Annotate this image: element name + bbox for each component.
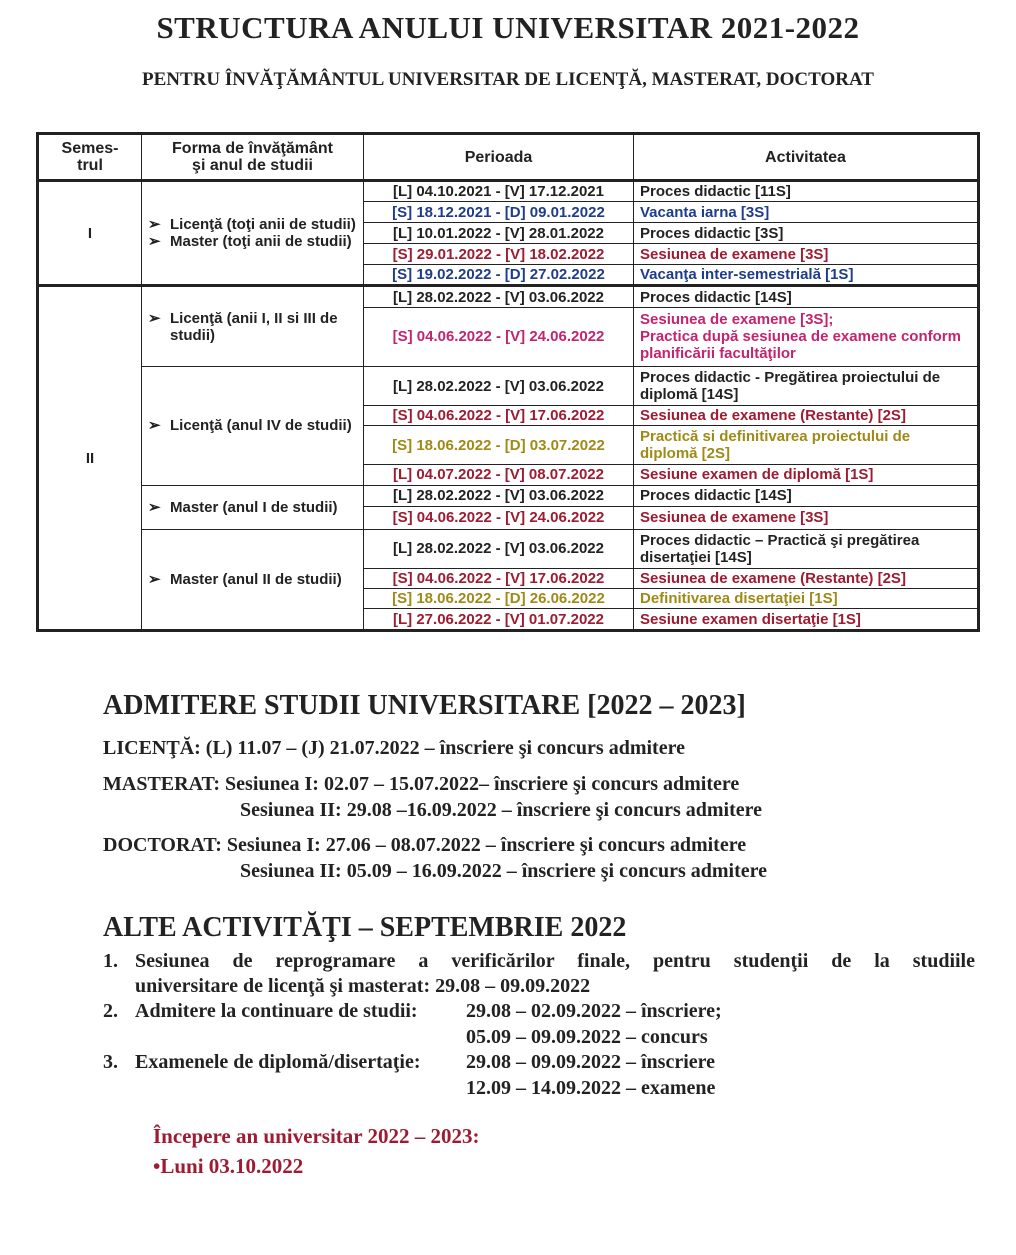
form-item [148, 310, 357, 344]
header-perioada: Perioada [364, 134, 634, 181]
page-subtitle: PENTRU ÎNVĂŢĂMÂNTUL UNIVERSITAR DE LICENŢĂ, MASTERAT, DOCTORAT [142, 69, 874, 90]
start-heading: Începere an universitar 2022 – 2023: [153, 1124, 480, 1148]
form-item-label: Licenţă (anul IV de studii) [170, 417, 352, 435]
period-cell: [S] 18.12.2021 - [D] 09.01.2022 [364, 202, 634, 222]
table-row [38, 485, 979, 506]
activity-cell: Definitivarea disertaţiei [1S] [634, 589, 979, 609]
form-item-label: Master (anul I de studii) [170, 498, 338, 516]
period-cell: [L] 28.02.2022 - [V] 03.06.2022 [364, 529, 634, 568]
alte-item-3-d1: 29.08 – 09.09.2022 – înscriere [466, 1051, 716, 1073]
form-item-label: Master (toţi anii de studii) [170, 233, 352, 251]
alte-item-1-line1: Sesiunea de reprogramare a verificărilor finale, pentru studenţii de la studiile [135, 950, 975, 972]
alte-item-3-d2: 12.09 – 14.09.2022 – examene [466, 1077, 716, 1099]
arrow-bullet-icon: ➢ [148, 309, 161, 327]
arrow-bullet-icon: ➢ [148, 216, 161, 234]
table-row [38, 367, 979, 406]
admitere-licenta: LICENŢĂ: (L) 11.07 – (J) 21.07.2022 – înscriere şi concurs admitere [103, 737, 685, 759]
alte-item-1-line2: universitare de licenţă şi masterat: 29.08 – 09.09.2022 [135, 975, 591, 997]
form-item [148, 216, 357, 233]
activity-cell: Sesiunea de examene (Restante) [2S] [634, 405, 979, 425]
activity-cell: Proces didactic – Practică şi pregătirea disertaţiei [14S] [634, 529, 979, 568]
period-cell: [L] 28.02.2022 - [V] 03.06.2022 [364, 286, 634, 307]
form-item [148, 233, 357, 250]
period-cell: [L] 04.07.2022 - [V] 08.07.2022 [364, 465, 634, 485]
header-semestru: Semes- trul [38, 134, 142, 181]
activity-cell: Sesiunea de examene [3S]; Practica după sesiunea de examene conform planificării facultăţilor [634, 307, 979, 366]
alte-item-1-num: 1. [103, 950, 118, 972]
activity-cell: Sesiune examen disertaţie [1S] [634, 609, 979, 631]
activity-cell: Sesiunea de examene [3S] [634, 507, 979, 530]
form-licenta-master-all [142, 181, 364, 286]
header-activitatea: Activitatea [634, 134, 979, 181]
activity-cell: Proces didactic [14S] [634, 286, 979, 307]
period-cell: [S] 18.06.2022 - [D] 26.06.2022 [364, 589, 634, 609]
period-cell: [L] 28.02.2022 - [V] 03.06.2022 [364, 485, 634, 506]
page-title: STRUCTURA ANULUI UNIVERSITAR 2021-2022 [156, 10, 860, 45]
period-cell: [L] 04.10.2021 - [V] 17.12.2021 [364, 181, 634, 202]
form-licenta-i-iii [142, 286, 364, 367]
alte-item-2-d1: 29.08 – 02.09.2022 – înscriere; [466, 1000, 722, 1022]
form-master-i [142, 485, 364, 529]
activity-cell: Sesiunea de examene (Restante) [2S] [634, 568, 979, 588]
period-cell: [S] 19.02.2022 - [D] 27.02.2022 [364, 264, 634, 285]
period-cell: [S] 04.06.2022 - [V] 17.06.2022 [364, 568, 634, 588]
schedule-table [36, 132, 980, 632]
form-master-ii [142, 529, 364, 630]
admitere-heading: ADMITERE STUDII UNIVERSITARE [2022 – 2023] [103, 690, 746, 721]
activity-cell: Proces didactic [11S] [634, 181, 979, 202]
alte-heading: ALTE ACTIVITĂŢI – SEPTEMBRIE 2022 [103, 912, 627, 943]
alte-item-3-num: 3. [103, 1051, 118, 1073]
admitere-masterat-1: MASTERAT: Sesiunea I: 02.07 – 15.07.2022– înscriere şi concurs admitere [103, 773, 740, 795]
alte-item-2-num: 2. [103, 1000, 118, 1022]
activity-cell: Proces didactic [14S] [634, 485, 979, 506]
alte-item-3-label: Examenele de diplomă/disertaţie: [135, 1051, 421, 1073]
semester-2: II [38, 286, 142, 631]
period-cell: [L] 10.01.2022 - [V] 28.01.2022 [364, 222, 634, 243]
admitere-doctorat-2: Sesiunea II: 05.09 – 16.09.2022 – înscriere şi concurs admitere [240, 860, 768, 882]
admitere-doctorat-1: DOCTORAT: Sesiunea I: 27.06 – 08.07.2022 – înscriere şi concurs admitere [103, 834, 747, 856]
header-forma: Forma de învăţământ şi anul de studii [142, 134, 364, 181]
form-item-label: Licenţă (anii I, II si III de studii) [170, 309, 338, 344]
form-item-label: Licenţă (toţi anii de studii) [170, 216, 356, 234]
period-cell: [S] 18.06.2022 - [D] 03.07.2022 [364, 426, 634, 465]
table-row [38, 181, 979, 202]
activity-cell: Sesiunea de examene [3S] [634, 244, 979, 264]
form-item [148, 417, 357, 434]
activity-cell: Practică si definitivarea proiectului de diplomă [2S] [634, 426, 979, 465]
alte-item-2-label: Admitere la continuare de studii: [135, 1000, 418, 1022]
semester-1: I [38, 181, 142, 286]
form-item [148, 571, 357, 588]
arrow-bullet-icon: ➢ [148, 417, 161, 435]
arrow-bullet-icon: ➢ [148, 233, 161, 251]
table-row [38, 286, 979, 307]
arrow-bullet-icon: ➢ [148, 570, 161, 588]
arrow-bullet-icon: ➢ [148, 498, 161, 516]
period-cell: [S] 04.06.2022 - [V] 24.06.2022 [364, 507, 634, 530]
start-date: •Luni 03.10.2022 [153, 1154, 304, 1178]
activity-cell: Proces didactic [3S] [634, 222, 979, 243]
period-cell: [L] 28.02.2022 - [V] 03.06.2022 [364, 367, 634, 406]
form-item [148, 499, 357, 516]
form-licenta-iv [142, 367, 364, 486]
admitere-masterat-2: Sesiunea II: 29.08 –16.09.2022 – înscriere şi concurs admitere [240, 799, 763, 821]
form-item-label: Master (anul II de studii) [170, 570, 342, 588]
period-cell: [S] 04.06.2022 - [V] 24.06.2022 [364, 307, 634, 366]
activity-cell: Vacanţa inter-semestrială [1S] [634, 264, 979, 285]
activity-cell: Sesiune examen de diplomă [1S] [634, 465, 979, 485]
table-row [38, 529, 979, 568]
period-cell: [L] 27.06.2022 - [V] 01.07.2022 [364, 609, 634, 631]
activity-cell: Proces didactic - Pregătirea proiectului de diplomă [14S] [634, 367, 979, 406]
period-cell: [S] 29.01.2022 - [V] 18.02.2022 [364, 244, 634, 264]
alte-item-2-d2: 05.09 – 09.09.2022 – concurs [466, 1026, 708, 1048]
activity-cell: Vacanta iarna [3S] [634, 202, 979, 222]
period-cell: [S] 04.06.2022 - [V] 17.06.2022 [364, 405, 634, 425]
table-header-row [38, 134, 979, 181]
